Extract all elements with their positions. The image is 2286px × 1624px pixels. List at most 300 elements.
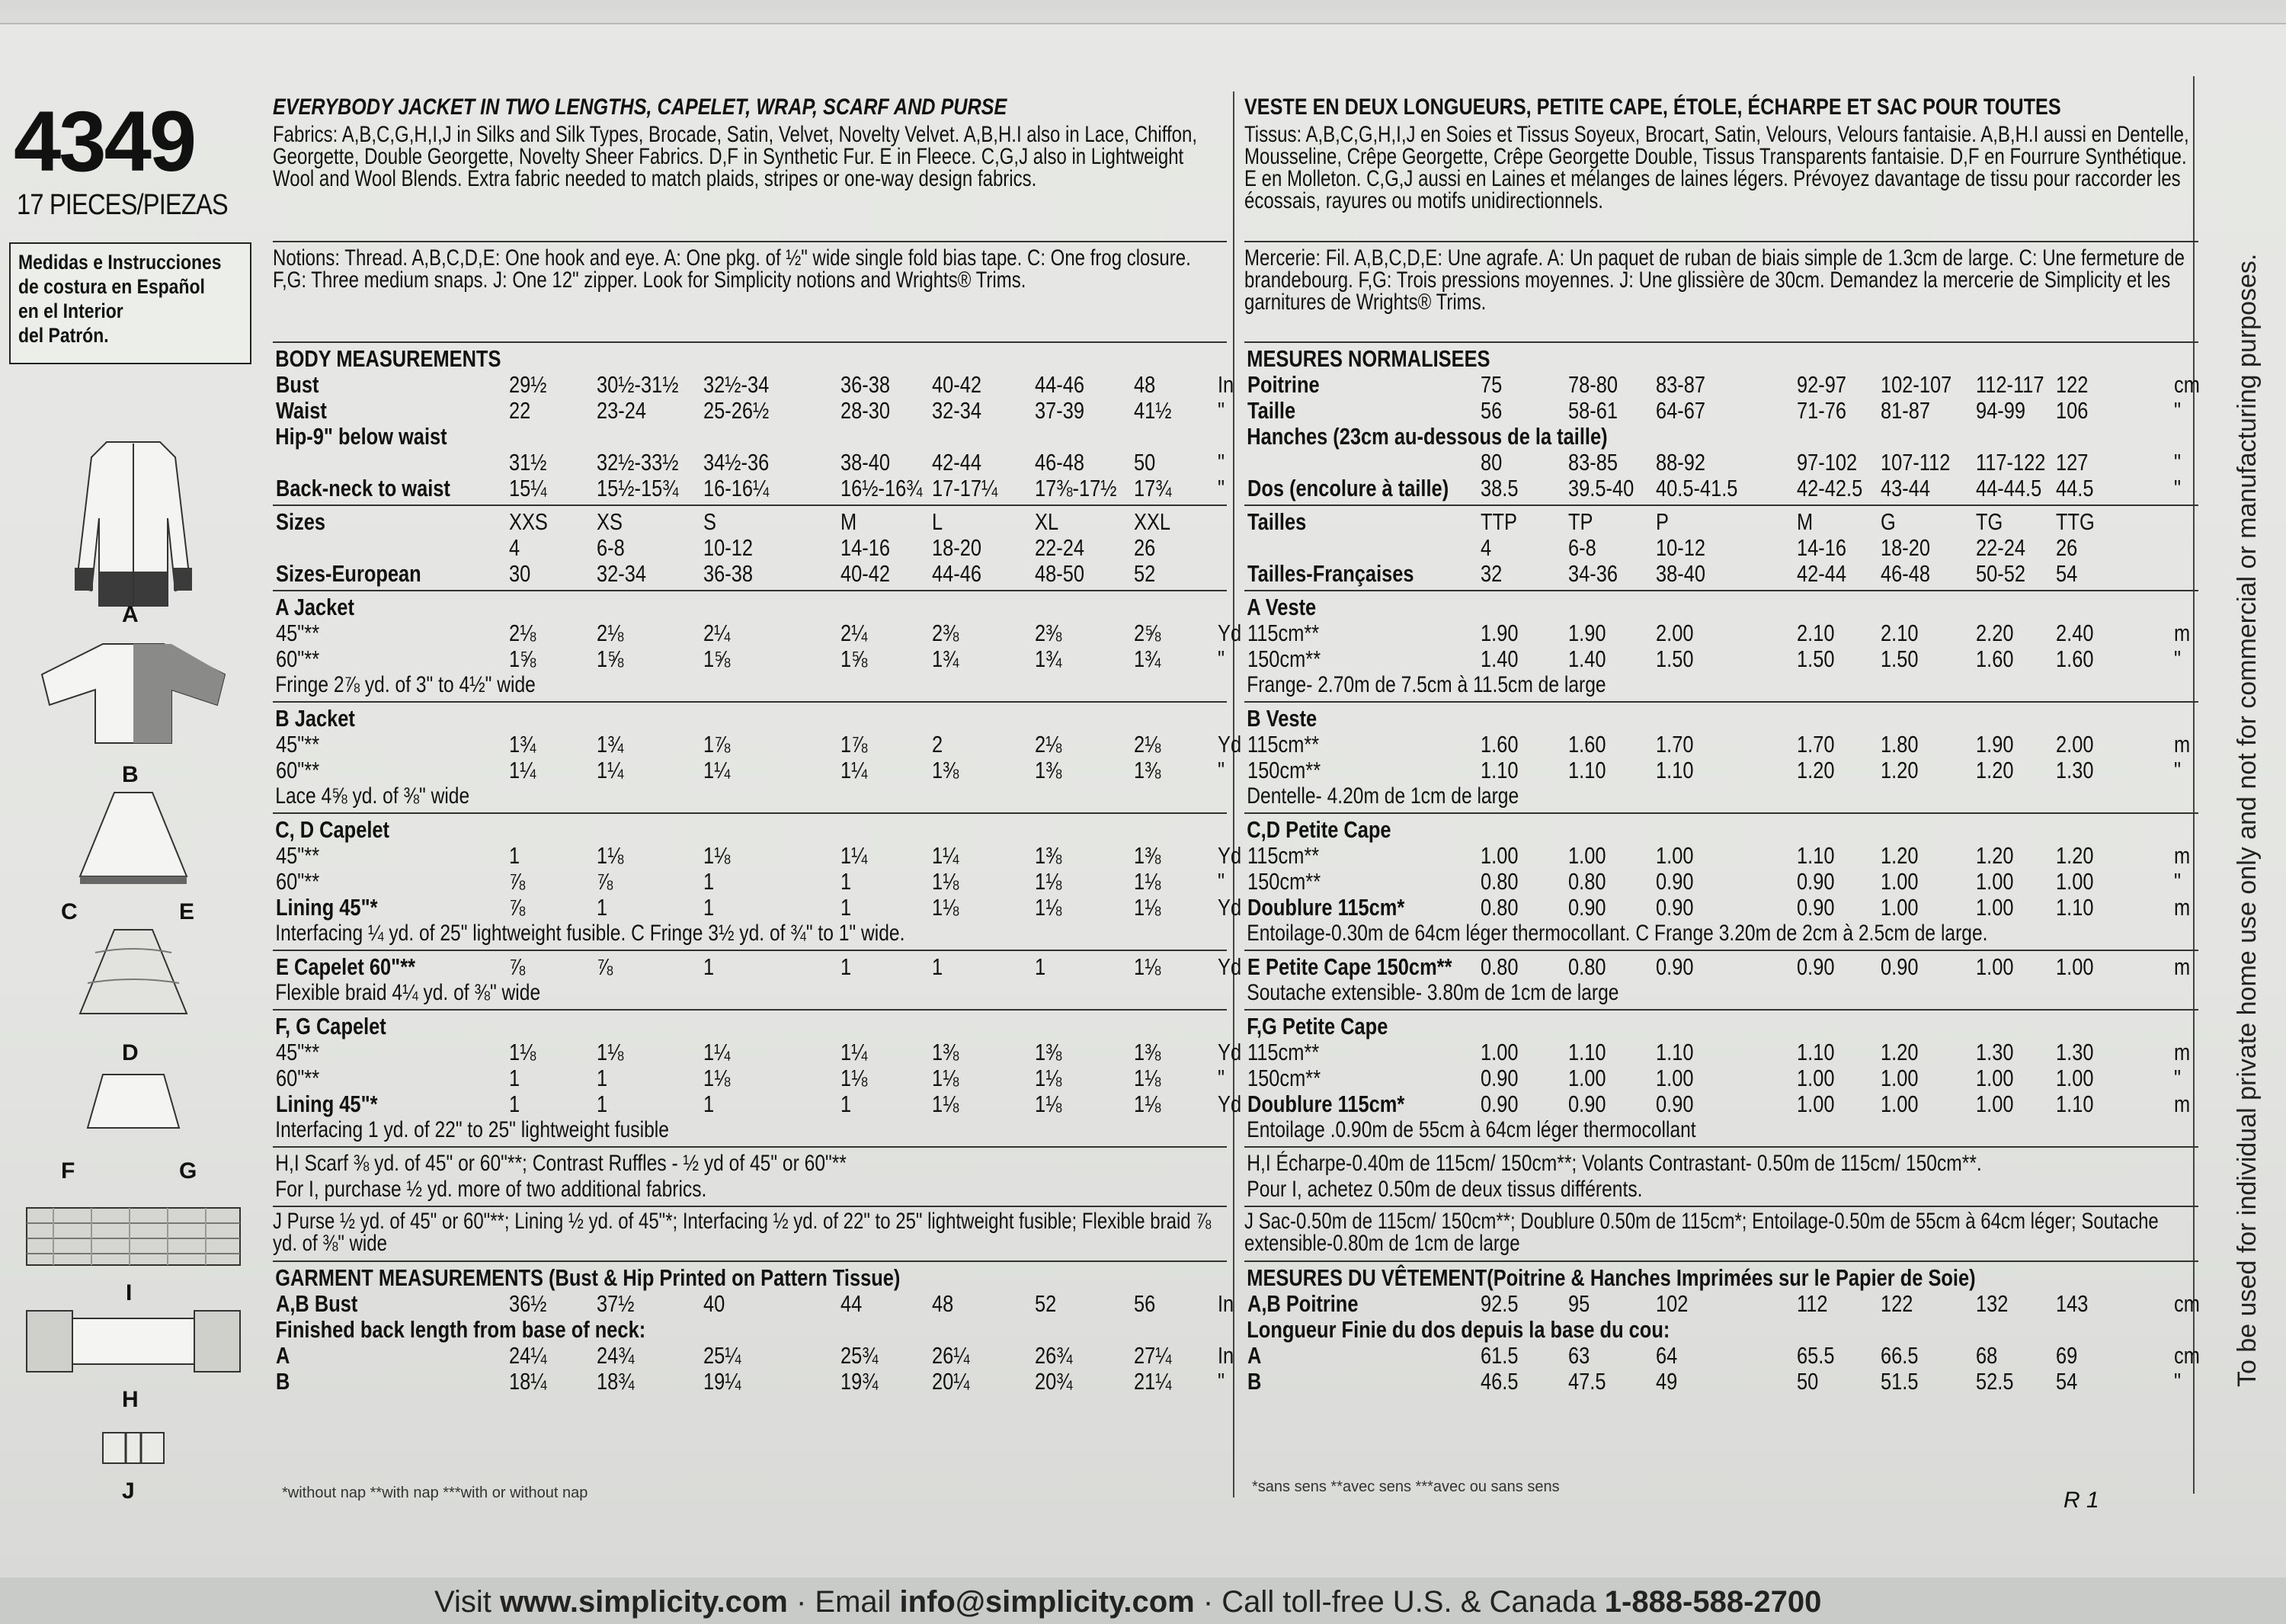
- cell-value: 75: [1481, 371, 1503, 398]
- cell-value: 1¾: [509, 731, 536, 758]
- cell-value: 18¼: [509, 1368, 547, 1395]
- cell-value: TTG: [2056, 508, 2095, 535]
- cell-value: 143: [2056, 1290, 2089, 1317]
- table-row: [273, 869, 1227, 895]
- cell-value: 1.00: [1656, 842, 1694, 869]
- rule: [273, 701, 1227, 703]
- cell-value: 2⅝: [1134, 620, 1161, 646]
- cell-value: 1⅞: [840, 731, 868, 758]
- cell-value: 17⅜-17½: [1035, 475, 1117, 501]
- pieces-count: 17 PIECES/PIEZAS: [17, 189, 228, 221]
- unit-label: Yd: [1218, 731, 1242, 758]
- note: Entoilage-0.30m de 64cm léger thermocollant. C Frange 3.20m de 2cm à 2.5cm de large.: [1247, 921, 1988, 946]
- cell-value: 127: [2056, 449, 2089, 476]
- cell-value: 22-24: [1976, 534, 2026, 561]
- cell-value: 1.00: [1881, 868, 1919, 895]
- unit-label: Yd: [1218, 1039, 1242, 1065]
- unit-label: ": [2174, 475, 2182, 501]
- cell-value: 1.10: [1481, 757, 1519, 783]
- view-label-i: I: [126, 1280, 133, 1305]
- cell-value: 46-48: [1881, 560, 1931, 587]
- table-row: [273, 842, 1242, 869]
- unit-label: ": [2174, 1065, 2182, 1091]
- cell-value: 1: [840, 953, 852, 980]
- hanches-label: Hanches (23cm au-dessous de la taille): [1247, 423, 1608, 450]
- cell-value: 21¼: [1134, 1368, 1172, 1395]
- cell-value: 95: [1568, 1290, 1590, 1317]
- cell-value: 1: [509, 1091, 520, 1117]
- cell-value: 37-39: [1035, 397, 1085, 424]
- left-sidebar: [0, 69, 263, 1539]
- view-a-jacket-sketch: [61, 434, 206, 617]
- rule: [1244, 950, 2198, 951]
- section-title: A Jacket: [275, 594, 354, 620]
- cell-value: 1.10: [2056, 1091, 2094, 1117]
- cell-value: 1.60: [2056, 645, 2094, 672]
- table-row: [273, 953, 1242, 980]
- unit-label: ": [1218, 1065, 1225, 1091]
- rule: [273, 590, 1227, 591]
- unit-label: ": [1218, 1368, 1225, 1395]
- english-title: EVERYBODY JACKET IN TWO LENGTHS, CAPELET, WRAP, SCARF AND PURSE: [273, 94, 1007, 120]
- cell-value: 1.00: [1976, 894, 2014, 921]
- cell-value: 1: [1035, 953, 1046, 980]
- cell-value: 1.00: [1481, 842, 1519, 869]
- table-row: [273, 894, 1242, 921]
- cell-value: 25¼: [703, 1342, 741, 1369]
- table-row: [1244, 843, 2198, 869]
- cell-value: 102-107: [1881, 371, 1952, 398]
- email-text: · Email: [787, 1585, 900, 1619]
- row-label: 45"**: [276, 620, 320, 646]
- unit-label: ": [1218, 397, 1225, 424]
- rule: [1244, 241, 2198, 242]
- cell-value: 107-112: [1881, 449, 1951, 476]
- cell-value: 15¼: [509, 475, 547, 501]
- unit-label: m: [2174, 1039, 2191, 1065]
- cell-value: 1.20: [2056, 842, 2094, 869]
- cell-value: 48-50: [1035, 560, 1085, 587]
- unit-label: ": [1218, 868, 1225, 895]
- row-label: 60"**: [276, 1065, 320, 1091]
- cell-value: 24¾: [597, 1342, 635, 1369]
- spanish-line: Medidas e Instrucciones: [18, 251, 222, 274]
- cell-value: 15½-15¾: [597, 475, 679, 501]
- cell-value: 48: [932, 1290, 954, 1317]
- row-label: 150cm**: [1247, 645, 1321, 672]
- cell-value: 1.60: [1976, 645, 2014, 672]
- table-row: [1244, 1039, 2198, 1065]
- cell-value: 1.10: [1656, 757, 1694, 783]
- cell-value: 1⅛: [597, 842, 624, 869]
- cell-value: 1¼: [840, 757, 868, 783]
- cell-value: 1.50: [1656, 645, 1694, 672]
- cell-value: 44-46: [932, 560, 982, 587]
- cell-value: 1.20: [1797, 757, 1835, 783]
- cell-value: 0.90: [1568, 1091, 1606, 1117]
- cell-value: 52: [1134, 560, 1156, 587]
- table-row: [1244, 535, 2198, 561]
- cell-value: 44.5: [2056, 475, 2094, 501]
- view-j-purse-sketch: [99, 1429, 168, 1467]
- rule: [1244, 341, 2198, 343]
- cell-value: 1.00: [1568, 842, 1606, 869]
- cell-value: 1⅛: [597, 1039, 624, 1065]
- cell-value: 1¼: [703, 757, 731, 783]
- table-row: [1244, 620, 2198, 646]
- cell-value: 1.80: [1881, 731, 1919, 758]
- cell-value: 2.00: [2056, 731, 2094, 758]
- row-label: Taille: [1247, 397, 1296, 424]
- cell-value: 46.5: [1481, 1368, 1519, 1395]
- table-row: [1244, 1291, 2198, 1317]
- cell-value: 1.30: [1976, 1039, 2014, 1065]
- longueur-label: Longueur Finie du dos depuis la base du cou:: [1247, 1316, 1670, 1343]
- visit-text: Visit: [434, 1585, 500, 1619]
- rule: [273, 812, 1227, 814]
- cell-value: 1.10: [2056, 894, 2094, 921]
- note: Soutache extensible- 3.80m de 1cm de large: [1247, 980, 1619, 1005]
- cell-value: 32½-33½: [597, 449, 679, 476]
- table-row: [273, 731, 1242, 758]
- cell-value: 18¾: [597, 1368, 635, 1395]
- cell-value: 44-44.5: [1976, 475, 2042, 501]
- cell-value: 30½-31½: [597, 371, 679, 398]
- view-label-e: E: [179, 899, 195, 924]
- cell-value: 54: [2056, 560, 2078, 587]
- cell-value: 0.80: [1481, 953, 1519, 980]
- unit-label: m: [2174, 731, 2191, 758]
- cell-value: 34-36: [1568, 560, 1618, 587]
- cell-value: 40: [703, 1290, 725, 1317]
- cell-value: 94-99: [1976, 397, 2026, 424]
- cell-value: S: [703, 508, 716, 535]
- cell-value: 66.5: [1881, 1342, 1919, 1369]
- website-link[interactable]: www.simplicity.com: [499, 1585, 788, 1619]
- cell-value: 1⅜: [932, 757, 959, 783]
- table-row: [273, 476, 1227, 501]
- cell-value: 36½: [509, 1290, 547, 1317]
- note: Entoilage .0.90m de 55cm à 64cm léger thermocollant: [1247, 1117, 1696, 1142]
- cell-value: 1.00: [1797, 1065, 1835, 1091]
- row-label: Lining 45"*: [276, 1091, 378, 1117]
- cell-value: 1⅜: [1134, 757, 1161, 783]
- cell-value: 17¾: [1134, 475, 1172, 501]
- cell-value: 32½-34: [703, 371, 770, 398]
- unit-label: In: [1218, 371, 1234, 398]
- mesures-title: MESURES NORMALISEES: [1247, 345, 1490, 372]
- cell-value: 2⅛: [597, 620, 624, 646]
- cell-value: 24¼: [509, 1342, 547, 1369]
- cell-value: ⅞: [509, 868, 526, 895]
- cell-value: 27¼: [1134, 1342, 1172, 1369]
- cell-value: XXS: [509, 508, 548, 535]
- view-label-j: J: [122, 1478, 135, 1504]
- cell-value: 1⅝: [509, 645, 536, 672]
- unit-label: ": [1218, 645, 1225, 672]
- cell-value: 2⅜: [932, 620, 959, 646]
- rule: [273, 241, 1227, 242]
- cell-value: 1.70: [1797, 731, 1835, 758]
- cell-value: 1⅛: [1134, 1091, 1161, 1117]
- cell-value: 0.90: [1797, 868, 1835, 895]
- english-nap-footnote: *without nap **with nap ***with or without nap: [282, 1485, 588, 1501]
- cell-value: 20¾: [1035, 1368, 1073, 1395]
- column-divider: [1233, 91, 1234, 1497]
- revision-mark: R 1: [2063, 1488, 2099, 1513]
- cell-value: 37½: [597, 1290, 635, 1317]
- table-row: [1244, 398, 2198, 424]
- cell-value: 1⅛: [932, 894, 959, 921]
- cell-value: 92.5: [1481, 1290, 1519, 1317]
- table-row: [1244, 372, 2198, 398]
- note: Interfacing 1 yd. of 22" to 25" lightweight fusible: [275, 1117, 669, 1142]
- cell-value: 4: [1481, 534, 1492, 561]
- cell-value: 38-40: [840, 449, 891, 476]
- cell-value: 2⅛: [1035, 731, 1062, 758]
- cell-value: 1⅜: [1134, 842, 1161, 869]
- cell-value: XS: [597, 508, 623, 535]
- view-label-b: B: [122, 762, 139, 787]
- cell-value: 1⅛: [932, 1065, 959, 1091]
- row-label: 60"**: [276, 757, 320, 783]
- cell-value: 1¾: [1035, 645, 1062, 672]
- row-label: 115cm**: [1247, 842, 1320, 869]
- cell-value: 1⅜: [1035, 1039, 1062, 1065]
- cell-value: 42-44: [1797, 560, 1847, 587]
- cell-value: 38.5: [1481, 475, 1519, 501]
- spanish-line: del Patrón.: [18, 324, 109, 347]
- cell-value: XXL: [1134, 508, 1171, 535]
- cell-value: 83-87: [1656, 371, 1706, 398]
- french-title: VESTE EN DEUX LONGUEURS, PETITE CAPE, ÉTOLE, ÉCHARPE ET SAC POUR TOUTES: [1244, 94, 2061, 120]
- table-row: [273, 371, 1234, 398]
- unit-label: cm: [2174, 1290, 2200, 1317]
- unit-label: m: [2174, 842, 2191, 869]
- cell-value: 1⅛: [1134, 868, 1161, 895]
- cell-value: 51.5: [1881, 1368, 1919, 1395]
- unit-label: ": [1218, 475, 1225, 501]
- cell-value: 1: [597, 1065, 608, 1091]
- cell-value: 40-42: [932, 371, 982, 398]
- cell-value: G: [1881, 508, 1896, 535]
- cell-value: 22: [509, 397, 531, 424]
- cell-value: 32-34: [597, 560, 647, 587]
- table-row: [273, 1039, 1242, 1065]
- cell-value: 1⅛: [1035, 868, 1062, 895]
- table-row: [1244, 732, 2198, 758]
- cell-value: 1¼: [597, 757, 624, 783]
- cell-value: 64: [1656, 1342, 1678, 1369]
- table-row: [273, 620, 1242, 646]
- cell-value: 1.20: [1881, 1039, 1919, 1065]
- cell-value: 83-85: [1568, 449, 1618, 476]
- unit-label: m: [2174, 894, 2191, 921]
- cell-value: 1¼: [932, 842, 959, 869]
- cell-value: 1.50: [1797, 645, 1835, 672]
- cell-value: 52: [1035, 1290, 1057, 1317]
- cell-value: P: [1656, 508, 1669, 535]
- table-row: [1244, 476, 2198, 501]
- row-label: Tailles: [1247, 508, 1307, 535]
- cell-value: 1.40: [1568, 645, 1606, 672]
- cell-value: TTP: [1481, 508, 1518, 535]
- cell-value: 1¼: [840, 1039, 868, 1065]
- row-label: 45"**: [276, 1039, 320, 1065]
- unit-label: ": [2174, 397, 2182, 424]
- cell-value: 1.90: [1568, 620, 1606, 646]
- view-label-f: F: [61, 1158, 75, 1184]
- cell-value: 1¼: [840, 842, 868, 869]
- table-row: [273, 646, 1227, 672]
- cell-value: 1.10: [1797, 842, 1835, 869]
- cell-value: 1: [509, 1065, 520, 1091]
- cell-value: 1⅛: [1134, 953, 1161, 980]
- section-title: F, G Capelet: [275, 1013, 386, 1039]
- cell-value: 0.80: [1568, 953, 1606, 980]
- row-label: A,B Poitrine: [1247, 1290, 1359, 1317]
- note: Frange- 2.70m de 7.5cm à 11.5cm de large: [1247, 672, 1606, 697]
- cell-value: 1⅛: [932, 1091, 959, 1117]
- note: Dentelle- 4.20m de 1cm de large: [1247, 783, 1519, 809]
- note: H,I Écharpe-0.40m de 115cm/ 150cm**; Volants Contrastant- 0.50m de 115cm/ 150cm**.: [1247, 1151, 1982, 1176]
- cell-value: 1⅛: [1035, 894, 1062, 921]
- cell-value: 2⅜: [1035, 620, 1062, 646]
- cell-value: 19¾: [840, 1368, 879, 1395]
- rule: [273, 950, 1227, 951]
- cell-value: 1.00: [2056, 868, 2094, 895]
- cell-value: 122: [1881, 1290, 1913, 1317]
- cell-value: 1⅞: [703, 731, 731, 758]
- cell-value: 19¼: [703, 1368, 741, 1395]
- table-row: [1244, 1369, 2198, 1395]
- note: Pour I, achetez 0.50m de deux tissus différents.: [1247, 1177, 1643, 1202]
- purse-text: J Purse ½ yd. of 45" or 60"**; Lining ½ yd. of 45"*; Interfacing ½ yd. of 22" to 25" lightweight fusible; Flexible braid ⅞ yd. of ⅜" wide: [273, 1209, 1212, 1256]
- note: Lace 4⅝ yd. of ⅜" wide: [275, 783, 470, 809]
- note: For I, purchase ½ yd. more of two additional fabrics.: [275, 1177, 707, 1202]
- french-nap-footnote: *sans sens **avec sens ***avec ou sans sens: [1252, 1478, 1560, 1495]
- cell-value: 2.20: [1976, 620, 2014, 646]
- view-i-scarf-sketch: [23, 1204, 244, 1269]
- unit-label: cm: [2174, 1342, 2200, 1369]
- cell-value: 23-24: [597, 397, 647, 424]
- cell-value: 25-26½: [703, 397, 770, 424]
- cell-value: 22-24: [1035, 534, 1085, 561]
- rule: [273, 1260, 1227, 1262]
- rule: [1244, 1260, 2198, 1262]
- cell-value: 25¾: [840, 1342, 879, 1369]
- cell-value: 16-16¼: [703, 475, 770, 501]
- unit-label: m: [2174, 1091, 2191, 1117]
- rule: [1244, 590, 2198, 591]
- cell-value: 44: [840, 1290, 863, 1317]
- cell-value: 1.00: [1656, 1065, 1694, 1091]
- unit-label: cm: [2174, 371, 2200, 398]
- cell-value: 1.00: [1881, 1091, 1919, 1117]
- cell-value: 1.10: [1656, 1039, 1694, 1065]
- unit-label: Yd: [1218, 953, 1242, 980]
- cell-value: 29½: [509, 371, 547, 398]
- cell-value: 1.00: [1481, 1039, 1519, 1065]
- unit-label: ": [2174, 645, 2182, 672]
- note: Interfacing ¼ yd. of 25" lightweight fusible. C Fringe 3½ yd. of ¾" to 1" wide.: [275, 921, 905, 946]
- row-label: E Capelet 60"**: [276, 953, 416, 980]
- cell-value: 122: [2056, 371, 2089, 398]
- cell-value: 26¼: [932, 1342, 970, 1369]
- cell-value: 1⅝: [840, 645, 868, 672]
- cell-value: 26: [1134, 534, 1156, 561]
- cell-value: 1⅛: [1035, 1091, 1062, 1117]
- cell-value: 6-8: [597, 534, 625, 561]
- cell-value: 1.70: [1656, 731, 1694, 758]
- usage-disclaimer: To be used for individual private home use only and not for commercial or manufacturing purposes.: [2233, 253, 2262, 1387]
- row-label: Waist: [276, 397, 327, 424]
- view-label-c: C: [61, 899, 78, 924]
- cell-value: 88-92: [1656, 449, 1706, 476]
- row-label: 150cm**: [1247, 868, 1321, 895]
- view-label-a: A: [122, 602, 139, 627]
- rule: [1244, 1146, 2198, 1148]
- row-label: 115cm**: [1247, 731, 1320, 758]
- cell-value: 1.10: [1568, 1039, 1606, 1065]
- table-row: [273, 561, 1227, 587]
- table-row: [273, 509, 1227, 535]
- row-label: B: [276, 1368, 290, 1395]
- rule: [1244, 812, 2198, 814]
- cell-value: XL: [1035, 508, 1059, 535]
- section-title: F,G Petite Cape: [1247, 1013, 1388, 1039]
- unit-label: ": [2174, 449, 2182, 476]
- section-title: B Veste: [1247, 705, 1317, 732]
- cell-value: 46-48: [1035, 449, 1085, 476]
- cell-value: 0.90: [1481, 1091, 1519, 1117]
- email-link[interactable]: info@simplicity.com: [899, 1585, 1195, 1619]
- cell-value: 40.5-41.5: [1656, 475, 1738, 501]
- cell-value: 1: [703, 894, 715, 921]
- rule: [1244, 701, 2198, 703]
- cell-value: 1.20: [1976, 842, 2014, 869]
- row-label: Sizes-European: [276, 560, 421, 587]
- cell-value: 1: [509, 842, 520, 869]
- cell-value: ⅞: [509, 953, 526, 980]
- section-title: B Jacket: [275, 705, 355, 732]
- cell-value: 1⅜: [1134, 1039, 1161, 1065]
- cell-value: 1: [840, 1091, 852, 1117]
- cell-value: 117-122: [1976, 449, 2046, 476]
- note: Flexible braid 4¼ yd. of ⅜" wide: [275, 980, 541, 1005]
- cell-value: 64-67: [1656, 397, 1706, 424]
- cell-value: 0.90: [1481, 1065, 1519, 1091]
- table-row: [1244, 1065, 2198, 1091]
- cell-value: 10-12: [1656, 534, 1706, 561]
- cell-value: 48: [1134, 371, 1156, 398]
- cell-value: 0.90: [1568, 894, 1606, 921]
- cell-value: 16½-16¾: [840, 475, 923, 501]
- french-column: [1244, 93, 2198, 1395]
- cell-value: 4: [509, 534, 520, 561]
- row-label: A: [1247, 1342, 1262, 1369]
- cell-value: 56: [1134, 1290, 1156, 1317]
- cell-value: 1¼: [509, 757, 536, 783]
- cell-value: 0.80: [1481, 868, 1519, 895]
- cell-value: 1.90: [1976, 731, 2014, 758]
- cell-value: 1⅜: [932, 1039, 959, 1065]
- table-row: [273, 1342, 1234, 1369]
- cell-value: 56: [1481, 397, 1503, 424]
- cell-value: 1.90: [1481, 620, 1519, 646]
- cell-value: 1⅛: [1035, 1065, 1062, 1091]
- cell-value: 1.20: [1881, 842, 1919, 869]
